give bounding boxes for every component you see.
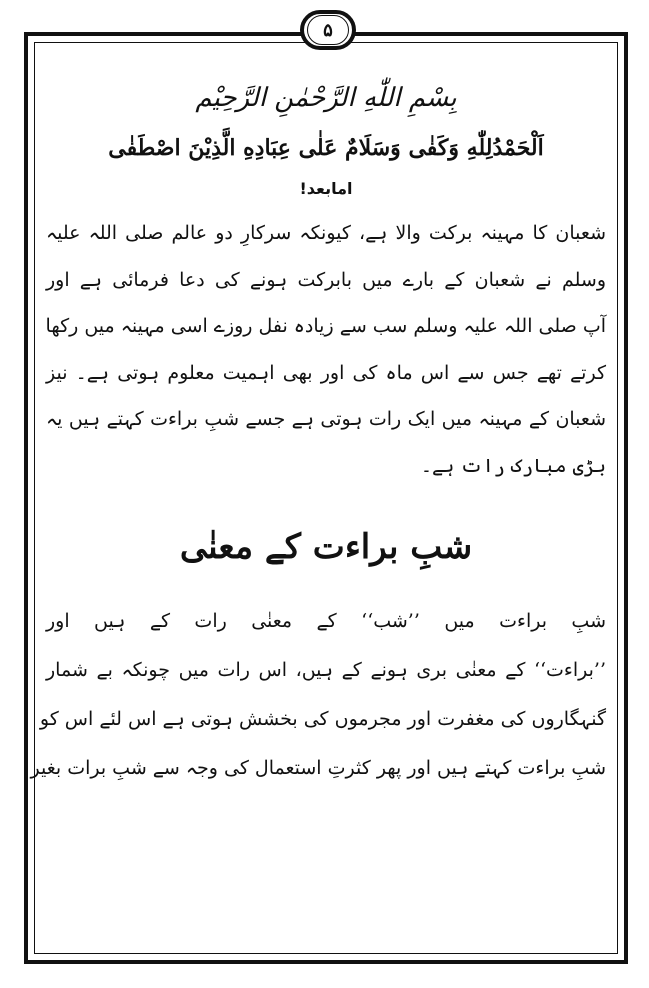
text-line: شبِ براءت میں ’’شب‘‘ کے معنٰی رات کے ہیں اور bbox=[46, 610, 606, 632]
text-line: شعبان کا مہینہ برکت والا ہے، کیونکہ سرکارِ دو عالم صلی اللہ علیہ bbox=[46, 222, 606, 244]
section-heading: شبِ براءت کے معنٰی bbox=[179, 527, 473, 567]
text-line: بڑی مبارک رات ہے۔ bbox=[420, 454, 606, 477]
text-line: آپ صلی اللہ علیہ وسلم سب سے زیادہ نفل روزے اسی مہینہ میں رکھا bbox=[45, 315, 606, 337]
page-content bbox=[30, 78, 607, 793]
paragraph-shaban bbox=[46, 210, 606, 489]
text-line: کرتے تھے جس سے اس ماہ کی اور بھی اہمیت معلوم ہوتی ہے۔ نیز bbox=[46, 361, 606, 384]
text-line: گنہگاروں کی مغفرت اور مجرموں کی بخشش ہوتی ہے اس لئے اس کو bbox=[39, 708, 606, 730]
bismillah: بِسْمِ اللّٰهِ الرَّحْمٰنِ الرَّحِیْم bbox=[195, 83, 457, 113]
text-line: شعبان کے مہینہ میں ایک رات ہوتی ہے جسے شبِ براءت کہتے ہیں یہ bbox=[46, 408, 607, 430]
hamd-line: اَلْحَمْدُلِلّٰهِ وَكَفٰى وَسَلَامٌ عَلٰى عِبَادِهِ الَّذِيْنَ اصْطَفٰى bbox=[108, 135, 544, 161]
text-line: ’’براءت‘‘ کے معنٰی بری ہونے کے ہیں، اس رات میں چونکہ بے شمار bbox=[46, 659, 606, 681]
paragraph-meaning bbox=[30, 597, 606, 793]
amma-baad: امابعد! bbox=[299, 179, 353, 198]
text-line: شبِ براءت کہتے ہیں اور پھر کثرتِ استعمال کی وجہ سے شبِ برات بغیر bbox=[30, 757, 606, 779]
page-number: ۵ bbox=[307, 15, 349, 45]
page-number-badge bbox=[300, 10, 356, 50]
text-line: وسلم نے شعبان کے بارے میں بابرکت ہونے کی دعا فرمائی ہے اور bbox=[46, 268, 606, 291]
